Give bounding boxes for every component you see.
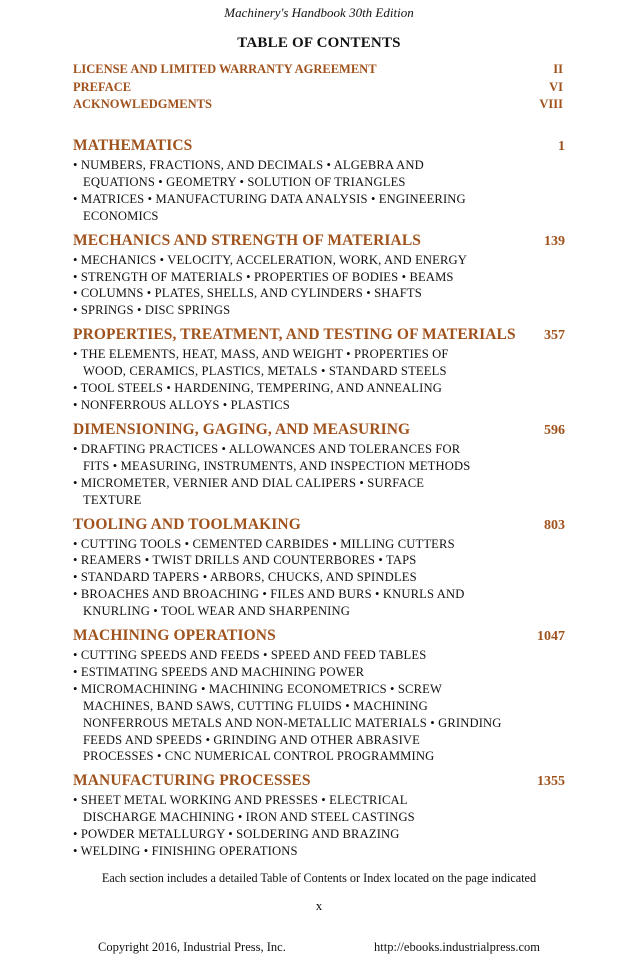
section-page-number: 1355: [537, 774, 565, 790]
toc-section: [73, 421, 565, 509]
toc-sections: [73, 137, 565, 867]
front-matter-label: ACKNOWLEDGMENTS: [73, 97, 212, 111]
front-matter-label: LICENSE AND LIMITED WARRANTY AGREEMENT: [73, 62, 377, 76]
topic-line: EQUATIONS • GEOMETRY • SOLUTION OF TRIANGLES: [83, 174, 406, 189]
topic-line: • DRAFTING PRACTICES • ALLOWANCES AND TOLERANCES FOR: [73, 441, 461, 456]
toc-section: [73, 516, 565, 621]
topic-line: TEXTURE: [83, 492, 142, 507]
topic-line: DISCHARGE MACHINING • IRON AND STEEL CASTINGS: [83, 810, 415, 825]
section-title: MANUFACTURING PROCESSES: [73, 772, 311, 790]
topic-line: • THE ELEMENTS, HEAT, MASS, AND WEIGHT • PROPERTIES OF: [73, 347, 449, 362]
topic-line: • MICROMACHINING • MACHINING ECONOMETRICS • SCREW: [73, 681, 443, 696]
topic-line: • COLUMNS • PLATES, SHELLS, AND CYLINDERS • SHAFTS: [73, 286, 422, 301]
toc-section: [73, 326, 565, 414]
section-heading-link[interactable]: [73, 232, 565, 250]
section-title: MECHANICS AND STRENGTH OF MATERIALS: [73, 231, 421, 249]
section-topics: [73, 536, 565, 621]
section-topics: [73, 346, 565, 414]
section-topics: [73, 441, 565, 509]
front-matter-page: VIII: [539, 97, 563, 111]
section-title: PROPERTIES, TREATMENT, AND TESTING OF MATERIALS: [73, 326, 516, 344]
topic-line: ECONOMICS: [83, 208, 159, 223]
section-title: DIMENSIONING, GAGING, AND MEASURING: [73, 420, 411, 438]
section-heading-link[interactable]: [73, 137, 565, 155]
section-title: TOOLING AND TOOLMAKING: [73, 515, 301, 533]
topic-line: • WELDING • FINISHING OPERATIONS: [73, 844, 298, 859]
topic-line: • ESTIMATING SPEEDS AND MACHINING POWER: [73, 664, 365, 679]
section-topics: [73, 252, 565, 320]
front-matter-page: VI: [549, 79, 563, 94]
topic-line: • POWDER METALLURGY • SOLDERING AND BRAZING: [73, 827, 400, 842]
toc-section: [73, 772, 565, 860]
page-number: x: [315, 898, 323, 913]
front-matter-label: PREFACE: [73, 79, 132, 94]
section-topics: [73, 792, 565, 860]
toc-section: [73, 627, 565, 765]
section-page-number: 357: [544, 328, 565, 344]
topic-line: • STANDARD TAPERS • ARBORS, CHUCKS, AND SPINDLES: [73, 570, 417, 585]
copyright-text: Copyright 2016, Industrial Press, Inc.: [98, 940, 286, 954]
running-header: Machinery's Handbook 30th Edition: [224, 5, 414, 20]
topic-line: WOOD, CERAMICS, PLASTICS, METALS • STANDARD STEELS: [83, 364, 447, 379]
toc-section: [73, 137, 565, 225]
footer-url-link[interactable]: http://ebooks.industrialpress.com: [374, 940, 540, 954]
topic-line: FEEDS AND SPEEDS • GRINDING AND OTHER ABRASIVE: [83, 732, 421, 747]
section-page-number: 139: [544, 233, 565, 249]
section-heading-link[interactable]: [73, 627, 565, 645]
front-matter-item-license[interactable]: [73, 61, 563, 79]
topic-line: • MATRICES • MANUFACTURING DATA ANALYSIS • ENGINEERING: [73, 191, 466, 206]
topic-line: MACHINES, BAND SAWS, CUTTING FLUIDS • MACHINING: [83, 698, 428, 713]
topic-line: • NONFERROUS ALLOYS • PLASTICS: [73, 397, 290, 412]
topic-line: PROCESSES • CNC NUMERICAL CONTROL PROGRAMMING: [83, 749, 435, 764]
topic-line: NONFERROUS METALS AND NON-METALLIC MATERIALS • GRINDING: [83, 715, 502, 730]
section-topics: [73, 157, 565, 225]
toc-note: Each section includes a detailed Table of Contents or Index located on the page indicated: [101, 871, 537, 885]
topic-line: • BROACHES AND BROACHING • FILES AND BURS • KNURLS AND: [73, 587, 465, 602]
page-footer: [98, 940, 540, 955]
topic-line: • MECHANICS • VELOCITY, ACCELERATION, WORK, AND ENERGY: [73, 252, 468, 267]
section-page-number: 1047: [537, 629, 565, 645]
section-heading-link[interactable]: [73, 772, 565, 790]
section-heading-link[interactable]: [73, 421, 565, 439]
topic-line: • REAMERS • TWIST DRILLS AND COUNTERBORES • TAPS: [73, 553, 417, 568]
section-title: MATHEMATICS: [73, 137, 193, 154]
topic-line: • SHEET METAL WORKING AND PRESSES • ELECTRICAL: [73, 793, 408, 808]
front-matter-item-preface[interactable]: [73, 79, 563, 97]
front-matter-page: II: [553, 62, 563, 76]
topic-line: • SPRINGS • DISC SPRINGS: [73, 303, 231, 318]
topic-line: FITS • MEASURING, INSTRUMENTS, AND INSPECTION METHODS: [83, 458, 471, 473]
toc-section: [73, 232, 565, 320]
topic-line: • STRENGTH OF MATERIALS • PROPERTIES OF BODIES • BEAMS: [73, 269, 454, 284]
topic-line: KNURLING • TOOL WEAR AND SHARPENING: [83, 604, 351, 619]
toc-heading: TABLE OF CONTENTS: [237, 35, 401, 51]
topic-line: • TOOL STEELS • HARDENING, TEMPERING, AND ANNEALING: [73, 381, 442, 396]
topic-line: • CUTTING SPEEDS AND FEEDS • SPEED AND FEED TABLES: [73, 648, 427, 663]
section-page-number: 803: [544, 517, 565, 533]
topic-line: • NUMBERS, FRACTIONS, AND DECIMALS • ALGEBRA AND: [73, 158, 424, 172]
topic-line: • CUTTING TOOLS • CEMENTED CARBIDES • MILLING CUTTERS: [73, 536, 455, 551]
section-topics: [73, 647, 565, 765]
section-heading-link[interactable]: [73, 326, 565, 344]
topic-line: • MICROMETER, VERNIER AND DIAL CALIPERS • SURFACE: [73, 475, 425, 490]
front-matter-list: [73, 61, 563, 114]
section-page-number: 1: [558, 139, 565, 154]
section-page-number: 596: [544, 422, 565, 438]
section-title: MACHINING OPERATIONS: [73, 627, 276, 645]
front-matter-item-acknowledgments[interactable]: [73, 96, 563, 114]
section-heading-link[interactable]: [73, 516, 565, 534]
